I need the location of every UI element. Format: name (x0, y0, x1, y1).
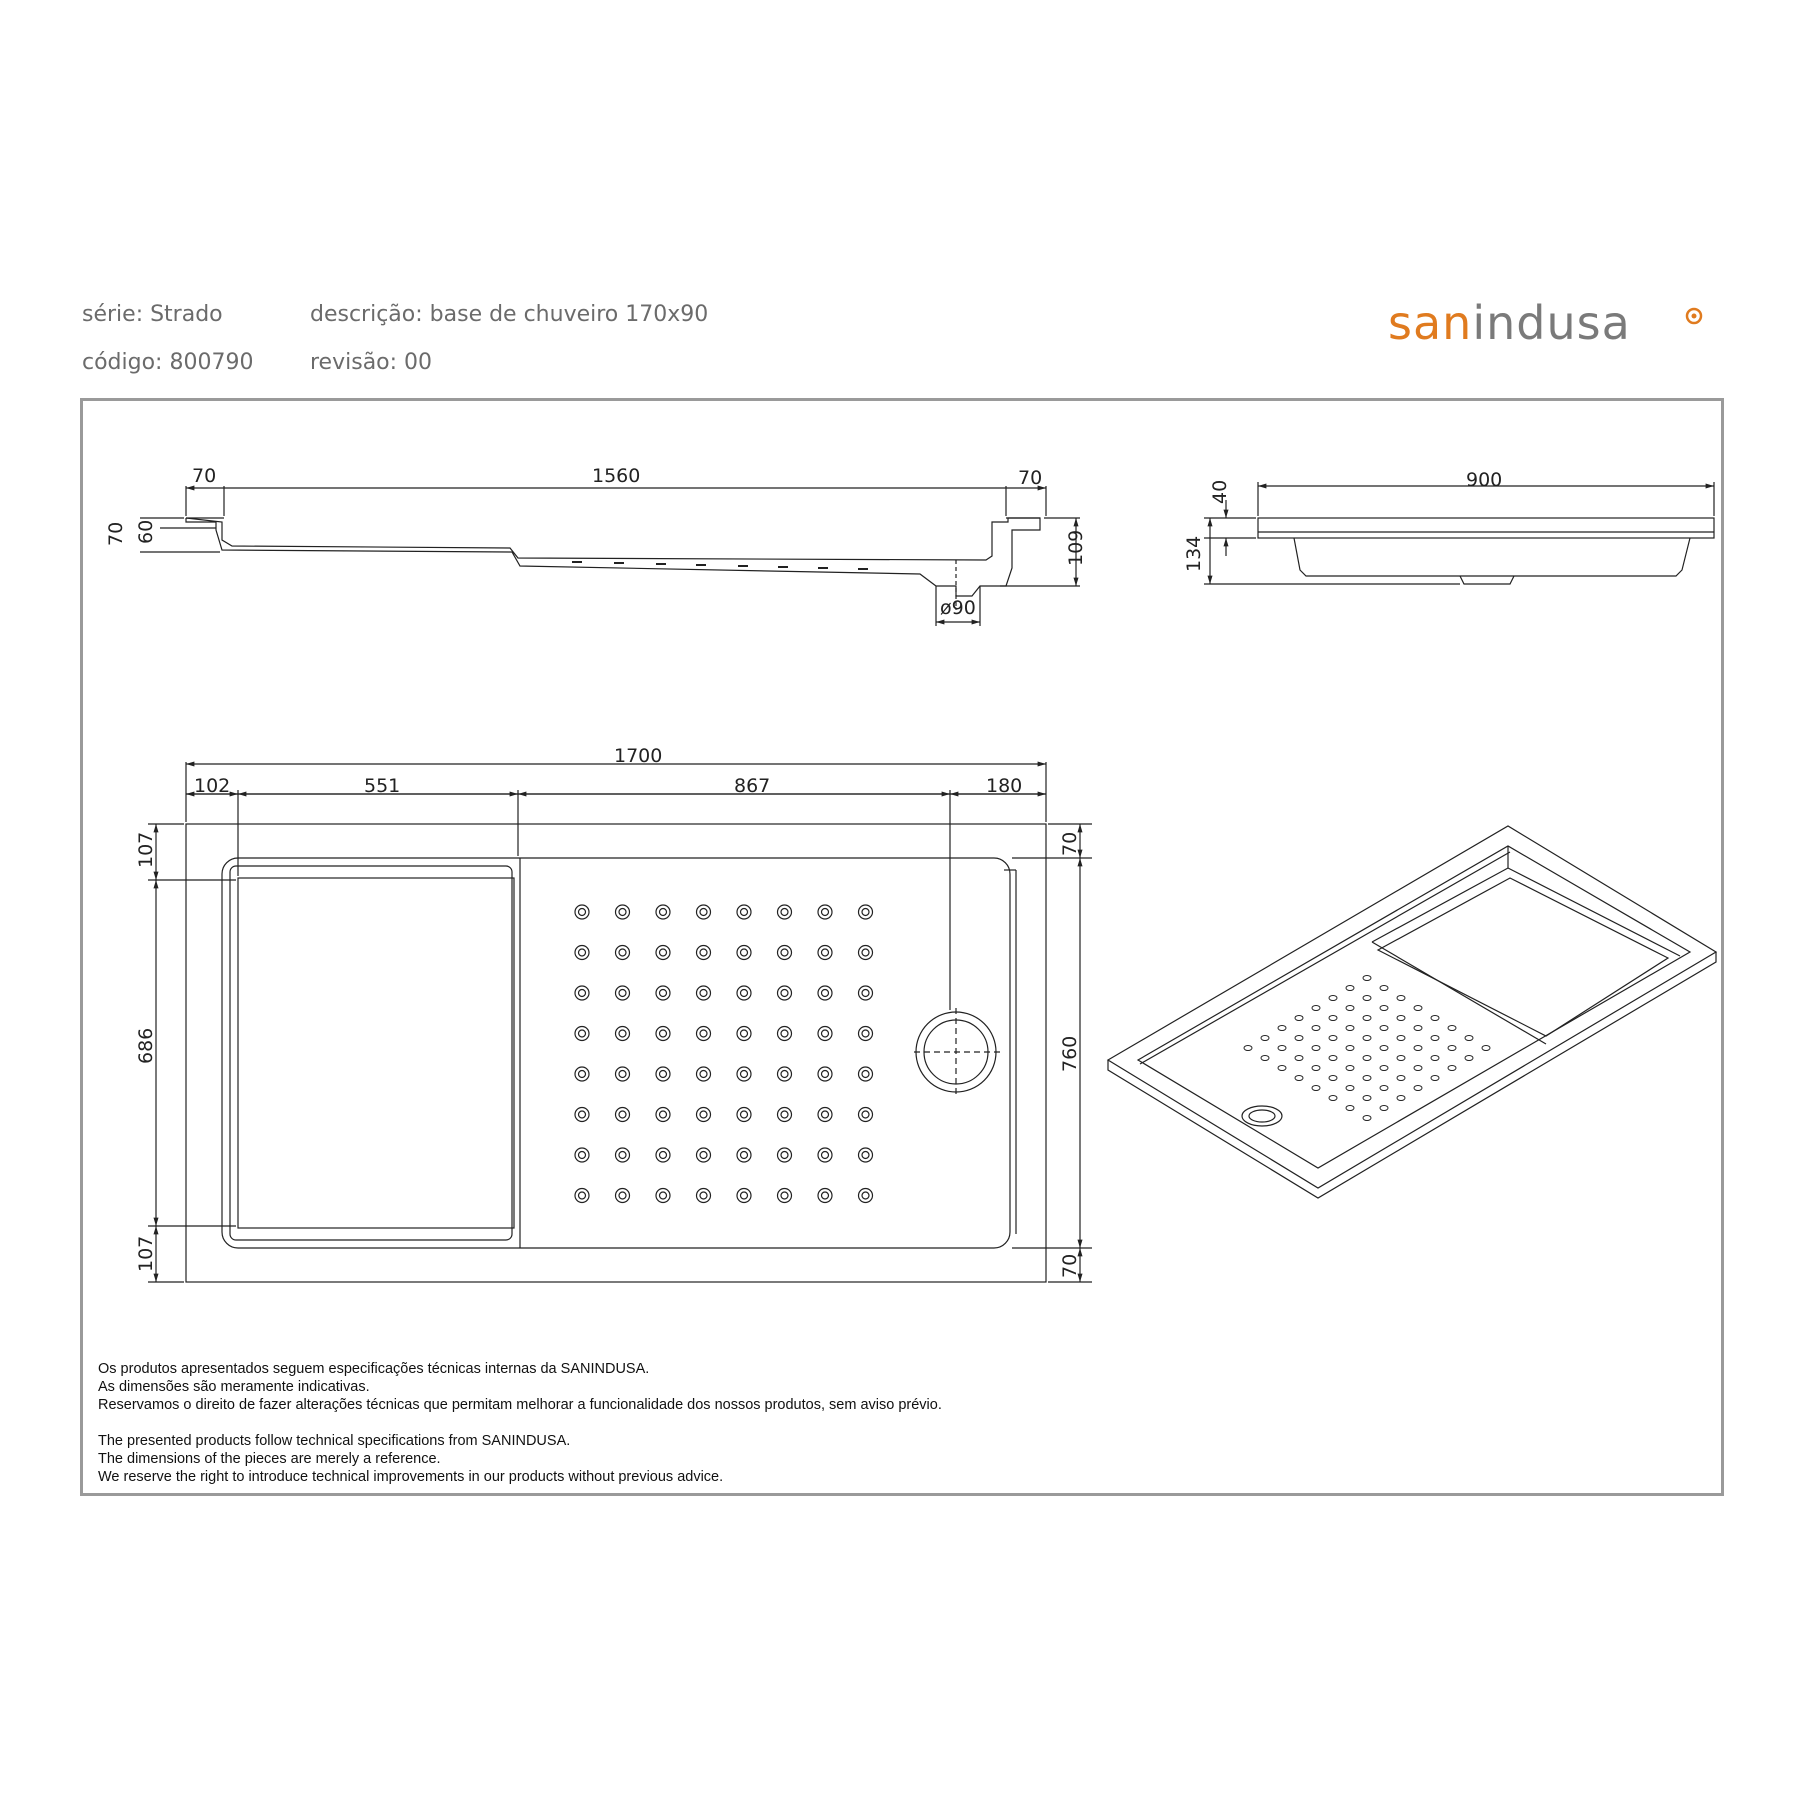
anti-slip-dot (778, 986, 792, 1000)
anti-slip-dot (741, 909, 748, 916)
anti-slip-dot (737, 1067, 751, 1081)
anti-slip-dot (700, 990, 707, 997)
dim-side-outer-height: 70 (105, 521, 127, 546)
anti-slip-dot (579, 909, 586, 916)
anti-slip-dot (778, 1189, 792, 1203)
anti-slip-dot (781, 1071, 788, 1078)
iso-anti-slip-dot (1295, 1036, 1303, 1041)
iso-anti-slip-dot (1329, 1016, 1337, 1021)
dim-plan-seg-b: 551 (364, 775, 401, 797)
iso-anti-slip-dot (1414, 1066, 1422, 1071)
iso-anti-slip-dot (1363, 1056, 1371, 1061)
isometric-view (1108, 826, 1716, 1198)
anti-slip-dot (778, 1148, 792, 1162)
iso-anti-slip-dot (1312, 1086, 1320, 1091)
iso-anti-slip-dot (1397, 996, 1405, 1001)
anti-slip-dot (575, 1027, 589, 1041)
anti-slip-dot (616, 1108, 630, 1122)
anti-slip-dot (822, 990, 829, 997)
plan-view-outline (186, 824, 1046, 1282)
note-pt-2: As dimensões são meramente indicativas. (98, 1379, 370, 1395)
anti-slip-dot (619, 909, 626, 916)
iso-anti-slip-dot (1448, 1066, 1456, 1071)
anti-slip-dot (656, 946, 670, 960)
iso-anti-slip-dot (1295, 1056, 1303, 1061)
dim-side-left-rim: 70 (192, 465, 217, 487)
iso-anti-slip-dot (1380, 1106, 1388, 1111)
anti-slip-dot (781, 909, 788, 916)
anti-slip-dot (741, 1030, 748, 1037)
anti-slip-dot (656, 986, 670, 1000)
iso-anti-slip-dot (1346, 986, 1354, 991)
anti-slip-dot (818, 1189, 832, 1203)
anti-slip-dot (737, 1108, 751, 1122)
anti-slip-dot (859, 1189, 873, 1203)
iso-anti-slip-dot (1465, 1056, 1473, 1061)
anti-slip-dot (862, 1152, 869, 1159)
anti-slip-dot (741, 990, 748, 997)
iso-anti-slip-dot (1397, 1036, 1405, 1041)
dim-plan-top-margin: 107 (135, 831, 157, 868)
iso-anti-slip-dot (1346, 1006, 1354, 1011)
dim-plan-seg-d: 180 (986, 775, 1023, 797)
note-en-3: We reserve the right to introduce technical improvements in our products without previous advice. (98, 1469, 724, 1485)
anti-slip-dot (737, 1027, 751, 1041)
anti-slip-dot (778, 946, 792, 960)
anti-slip-dot (741, 1071, 748, 1078)
iso-anti-slip-dot (1380, 1026, 1388, 1031)
anti-slip-dot (862, 949, 869, 956)
dim-side-total-height: 109 (1065, 529, 1087, 566)
anti-slip-dot (697, 1148, 711, 1162)
dim-side-span: 1560 (592, 465, 641, 487)
anti-slip-dot (660, 1111, 667, 1118)
iso-anti-slip-dot (1414, 1046, 1422, 1051)
anti-slip-dot (741, 1111, 748, 1118)
anti-slip-dot (737, 986, 751, 1000)
iso-anti-slip-dot (1380, 1066, 1388, 1071)
revision-label: revisão: 00 (310, 350, 433, 375)
anti-slip-dot (781, 1152, 788, 1159)
anti-slip-dot (660, 1192, 667, 1199)
anti-slip-dot (818, 1067, 832, 1081)
anti-slip-dot (859, 946, 873, 960)
anti-slip-dot (616, 1148, 630, 1162)
anti-slip-dot (697, 1189, 711, 1203)
anti-slip-dot (619, 1192, 626, 1199)
anti-slip-dot (575, 905, 589, 919)
iso-anti-slip-dot (1397, 1016, 1405, 1021)
anti-slip-dot (818, 946, 832, 960)
anti-slip-dot (656, 1148, 670, 1162)
anti-slip-dot (741, 949, 748, 956)
iso-anti-slip-dot (1448, 1046, 1456, 1051)
iso-anti-slip-dot (1278, 1066, 1286, 1071)
anti-slip-dot (660, 949, 667, 956)
plan-view-drain (914, 1008, 1004, 1098)
iso-anti-slip-dot (1380, 1006, 1388, 1011)
anti-slip-dot (818, 1027, 832, 1041)
iso-anti-slip-dot (1431, 1016, 1439, 1021)
anti-slip-dot (660, 990, 667, 997)
iso-anti-slip-dot (1465, 1036, 1473, 1041)
dim-plan-inner-height: 686 (135, 1027, 157, 1064)
anti-slip-dot (862, 1071, 869, 1078)
anti-slip-dot (818, 1108, 832, 1122)
note-pt-3: Reservamos o direito de fazer alterações técnicas que permitam melhorar a funcionalidade dos nossos produtos, sem aviso prévio. (98, 1397, 942, 1413)
iso-anti-slip-dot (1431, 1056, 1439, 1061)
anti-slip-dot (859, 1027, 873, 1041)
dim-plan-bottom-rim: 70 (1059, 1253, 1081, 1278)
iso-anti-slip-dot (1482, 1046, 1490, 1051)
anti-slip-dot (619, 949, 626, 956)
iso-anti-slip-dot (1431, 1036, 1439, 1041)
iso-anti-slip-dot (1414, 1026, 1422, 1031)
anti-slip-dot (862, 990, 869, 997)
iso-anti-slip-dot (1397, 1096, 1405, 1101)
anti-slip-dot (697, 946, 711, 960)
iso-anti-slip-dot (1329, 1036, 1337, 1041)
iso-anti-slip-dot (1346, 1086, 1354, 1091)
anti-slip-dot (862, 1192, 869, 1199)
anti-slip-dot (818, 1148, 832, 1162)
anti-slip-dot (818, 986, 832, 1000)
anti-slip-dot (859, 1067, 873, 1081)
dim-plan-top-rim: 70 (1059, 831, 1081, 856)
code-label: código: 800790 (82, 350, 254, 375)
anti-slip-dot (859, 905, 873, 919)
anti-slip-dot (737, 905, 751, 919)
iso-anti-slip-dot (1414, 1086, 1422, 1091)
anti-slip-dot (697, 1067, 711, 1081)
iso-anti-slip-dot (1278, 1026, 1286, 1031)
anti-slip-dot (660, 1152, 667, 1159)
anti-slip-dot (616, 946, 630, 960)
anti-slip-dot (700, 909, 707, 916)
iso-anti-slip-dot (1261, 1036, 1269, 1041)
anti-slip-dot (700, 1111, 707, 1118)
dim-plan-bottom-margin: 107 (135, 1235, 157, 1272)
iso-anti-slip-dot (1414, 1006, 1422, 1011)
anti-slip-dot (741, 1192, 748, 1199)
anti-slip-dot (575, 1108, 589, 1122)
dim-plan-seg-c: 867 (734, 775, 771, 797)
dim-end-height: 134 (1183, 535, 1205, 572)
anti-slip-dot (822, 909, 829, 916)
anti-slip-dot (781, 1192, 788, 1199)
iso-anti-slip-dot (1329, 996, 1337, 1001)
anti-slip-dot (822, 949, 829, 956)
anti-slip-dot (579, 1152, 586, 1159)
plan-view-dot-grid (575, 905, 873, 1203)
iso-anti-slip-dot (1312, 1026, 1320, 1031)
anti-slip-dot (822, 1152, 829, 1159)
anti-slip-dot (862, 909, 869, 916)
anti-slip-dot (575, 1067, 589, 1081)
side-view-outline (186, 518, 1040, 596)
anti-slip-dot (579, 1071, 586, 1078)
anti-slip-dot (619, 1030, 626, 1037)
iso-anti-slip-dot (1278, 1046, 1286, 1051)
logo-part-indusa: indusa (1472, 296, 1631, 350)
anti-slip-dot (697, 1027, 711, 1041)
iso-anti-slip-dot (1312, 1066, 1320, 1071)
anti-slip-dot (575, 946, 589, 960)
anti-slip-dot (700, 1071, 707, 1078)
iso-anti-slip-dot (1380, 1046, 1388, 1051)
anti-slip-dot (616, 986, 630, 1000)
iso-anti-slip-dot (1295, 1076, 1303, 1081)
logo-part-san: san (1388, 296, 1473, 350)
dim-end-width: 900 (1466, 469, 1503, 491)
anti-slip-dot (579, 1111, 586, 1118)
dim-side-right-rim: 70 (1018, 467, 1043, 489)
anti-slip-dot (579, 1030, 586, 1037)
note-en-1: The presented products follow technical specifications from SANINDUSA. (98, 1433, 571, 1449)
anti-slip-dot (660, 1030, 667, 1037)
anti-slip-dot (575, 986, 589, 1000)
iso-anti-slip-dot (1363, 976, 1371, 981)
dim-plan-inner-right: 760 (1059, 1035, 1081, 1072)
anti-slip-dot (862, 1111, 869, 1118)
anti-slip-dot (700, 1152, 707, 1159)
anti-slip-dot (700, 1192, 707, 1199)
iso-anti-slip-dot (1363, 996, 1371, 1001)
anti-slip-dot (818, 905, 832, 919)
iso-anti-slip-dot (1346, 1066, 1354, 1071)
anti-slip-dot (575, 1148, 589, 1162)
dim-end-rim: 40 (1209, 479, 1231, 504)
iso-anti-slip-dot (1363, 1116, 1371, 1121)
anti-slip-dot (656, 1067, 670, 1081)
anti-slip-dot (778, 905, 792, 919)
end-view-outline (1258, 518, 1714, 584)
iso-anti-slip-dot (1244, 1046, 1252, 1051)
anti-slip-dot (700, 1030, 707, 1037)
anti-slip-dot (781, 1111, 788, 1118)
iso-anti-slip-dot (1261, 1056, 1269, 1061)
anti-slip-dot (859, 986, 873, 1000)
iso-anti-slip-dot (1346, 1026, 1354, 1031)
anti-slip-dot (575, 1189, 589, 1203)
anti-slip-dot (579, 1192, 586, 1199)
anti-slip-dot (660, 909, 667, 916)
anti-slip-dot (700, 949, 707, 956)
iso-anti-slip-dot (1363, 1016, 1371, 1021)
anti-slip-dot (737, 1189, 751, 1203)
anti-slip-dot (778, 1067, 792, 1081)
iso-anti-slip-dot (1397, 1056, 1405, 1061)
dim-plan-total-length: 1700 (614, 745, 663, 767)
anti-slip-dot (859, 1108, 873, 1122)
dim-side-inner-height: 60 (135, 519, 157, 544)
iso-anti-slip-dot (1363, 1096, 1371, 1101)
anti-slip-dot (737, 1148, 751, 1162)
iso-anti-slip-dot (1329, 1076, 1337, 1081)
anti-slip-dot (697, 986, 711, 1000)
iso-anti-slip-dot (1363, 1036, 1371, 1041)
note-pt-1: Os produtos apresentados seguem especificações técnicas internas da SANINDUSA. (98, 1361, 650, 1377)
anti-slip-dot (656, 1189, 670, 1203)
iso-anti-slip-dot (1312, 1006, 1320, 1011)
anti-slip-dot (822, 1071, 829, 1078)
anti-slip-dot (781, 990, 788, 997)
anti-slip-dot (862, 1030, 869, 1037)
anti-slip-dot (656, 1108, 670, 1122)
anti-slip-dot (697, 1108, 711, 1122)
anti-slip-dot (619, 990, 626, 997)
anti-slip-dot (619, 1152, 626, 1159)
anti-slip-dot (778, 1027, 792, 1041)
anti-slip-dot (660, 1071, 667, 1078)
anti-slip-dot (619, 1111, 626, 1118)
isometric-dot-grid (1244, 976, 1490, 1121)
anti-slip-dot (656, 905, 670, 919)
anti-slip-dot (616, 905, 630, 919)
anti-slip-dot (579, 949, 586, 956)
iso-anti-slip-dot (1346, 1106, 1354, 1111)
notes-block (98, 1360, 942, 1486)
description-label: descrição: base de chuveiro 170x90 (310, 302, 709, 327)
anti-slip-dot (616, 1067, 630, 1081)
anti-slip-dot (619, 1071, 626, 1078)
anti-slip-dot (656, 1027, 670, 1041)
anti-slip-dot (741, 1152, 748, 1159)
dim-plan-seg-a: 102 (194, 775, 231, 797)
anti-slip-dot (579, 990, 586, 997)
dim-side-drain: ø90 (940, 597, 976, 619)
anti-slip-dot (616, 1027, 630, 1041)
anti-slip-dot (737, 946, 751, 960)
anti-slip-dot (778, 1108, 792, 1122)
iso-anti-slip-dot (1329, 1056, 1337, 1061)
anti-slip-dot (822, 1192, 829, 1199)
anti-slip-dot (822, 1111, 829, 1118)
anti-slip-dot (616, 1189, 630, 1203)
iso-anti-slip-dot (1380, 986, 1388, 991)
iso-anti-slip-dot (1363, 1076, 1371, 1081)
anti-slip-dot (859, 1148, 873, 1162)
anti-slip-dot (697, 905, 711, 919)
iso-anti-slip-dot (1346, 1046, 1354, 1051)
serie-label: série: Strado (82, 302, 223, 327)
iso-anti-slip-dot (1397, 1076, 1405, 1081)
iso-anti-slip-dot (1329, 1096, 1337, 1101)
iso-anti-slip-dot (1448, 1026, 1456, 1031)
note-en-2: The dimensions of the pieces are merely a reference. (98, 1451, 441, 1467)
anti-slip-dot (781, 949, 788, 956)
anti-slip-dot (781, 1030, 788, 1037)
anti-slip-dot (822, 1030, 829, 1037)
iso-anti-slip-dot (1312, 1046, 1320, 1051)
iso-anti-slip-dot (1431, 1076, 1439, 1081)
iso-anti-slip-dot (1380, 1086, 1388, 1091)
iso-anti-slip-dot (1295, 1016, 1303, 1021)
